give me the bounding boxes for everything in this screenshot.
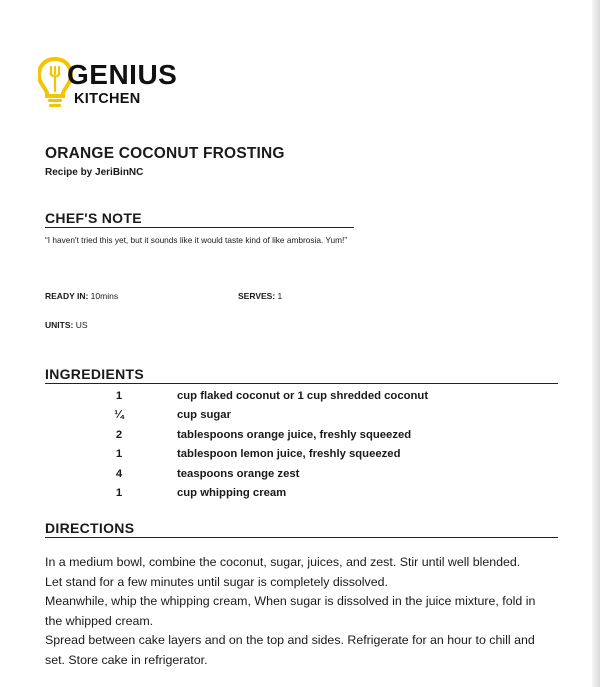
ingredient-quantity: 1	[115, 448, 123, 461]
serves-value: 1	[277, 291, 283, 301]
ingredients-divider	[45, 383, 558, 384]
ingredient-name: cup sugar	[177, 409, 231, 422]
ready-in-value: 10mins	[90, 291, 119, 301]
brand-name-genius: GENIUS	[67, 59, 178, 90]
serves-label: SERVES:	[238, 291, 276, 301]
units-field	[45, 320, 88, 330]
chefs-note-text: “I haven't tried this yet, but it sounds like it would taste kind of like ambrosia. Yum!”	[45, 235, 348, 245]
ingredient-name: tablespoon lemon juice, freshly squeezed	[177, 448, 401, 461]
serves-field	[238, 291, 282, 301]
directions-heading: DIRECTIONS	[45, 520, 135, 536]
ingredient-name: teaspoons orange zest	[177, 467, 300, 480]
ingredient-quantity: 2	[115, 428, 123, 441]
chefs-note-divider	[45, 227, 354, 228]
chefs-note-heading: CHEF'S NOTE	[45, 210, 142, 226]
ingredient-name: tablespoons orange juice, freshly squeezed	[177, 428, 412, 441]
ingredient-quantity: 1	[115, 390, 123, 402]
ingredient-row	[45, 388, 535, 407]
ingredient-name: cup flaked coconut or 1 cup shredded coconut	[177, 390, 429, 402]
directions-text	[45, 553, 555, 670]
units-label: UNITS:	[45, 320, 74, 330]
ingredient-row	[45, 427, 535, 446]
ingredient-name: cup whipping cream	[177, 486, 287, 499]
ingredient-row	[45, 407, 535, 426]
genius-kitchen-logo	[38, 56, 188, 112]
direction-step: Spread between cake layers and on the top and sides. Refrigerate for an hour to chill and set. Store cake in refrigerator.	[45, 633, 535, 667]
recipe-byline: Recipe by JeriBinNC	[45, 167, 144, 178]
ingredient-quantity: ¼	[114, 409, 124, 422]
ready-in-label: READY IN:	[45, 291, 89, 301]
recipe-title: ORANGE COCONUT FROSTING	[45, 145, 285, 162]
ingredient-row	[45, 485, 535, 504]
ready-in-field	[45, 291, 118, 301]
brand-name-kitchen: KITCHEN	[74, 91, 141, 107]
ingredient-row	[45, 466, 535, 485]
direction-step: In a medium bowl, combine the coconut, sugar, juices, and zest. Stir until well blended.	[45, 555, 521, 569]
ingredient-row	[45, 446, 535, 465]
ingredient-quantity: 1	[115, 486, 123, 499]
scan-edge-shadow	[592, 0, 600, 687]
direction-step: Meanwhile, whip the whipping cream, When sugar is dissolved in the juice mixture, fold in the whipped cream.	[45, 594, 536, 628]
ingredients-heading: INGREDIENTS	[45, 366, 144, 382]
directions-divider	[45, 537, 558, 538]
direction-step: Let stand for a few minutes until sugar is completely dissolved.	[45, 574, 388, 589]
units-value: US	[75, 320, 88, 330]
ingredient-quantity: 4	[115, 467, 123, 480]
ingredients-list	[45, 388, 535, 504]
